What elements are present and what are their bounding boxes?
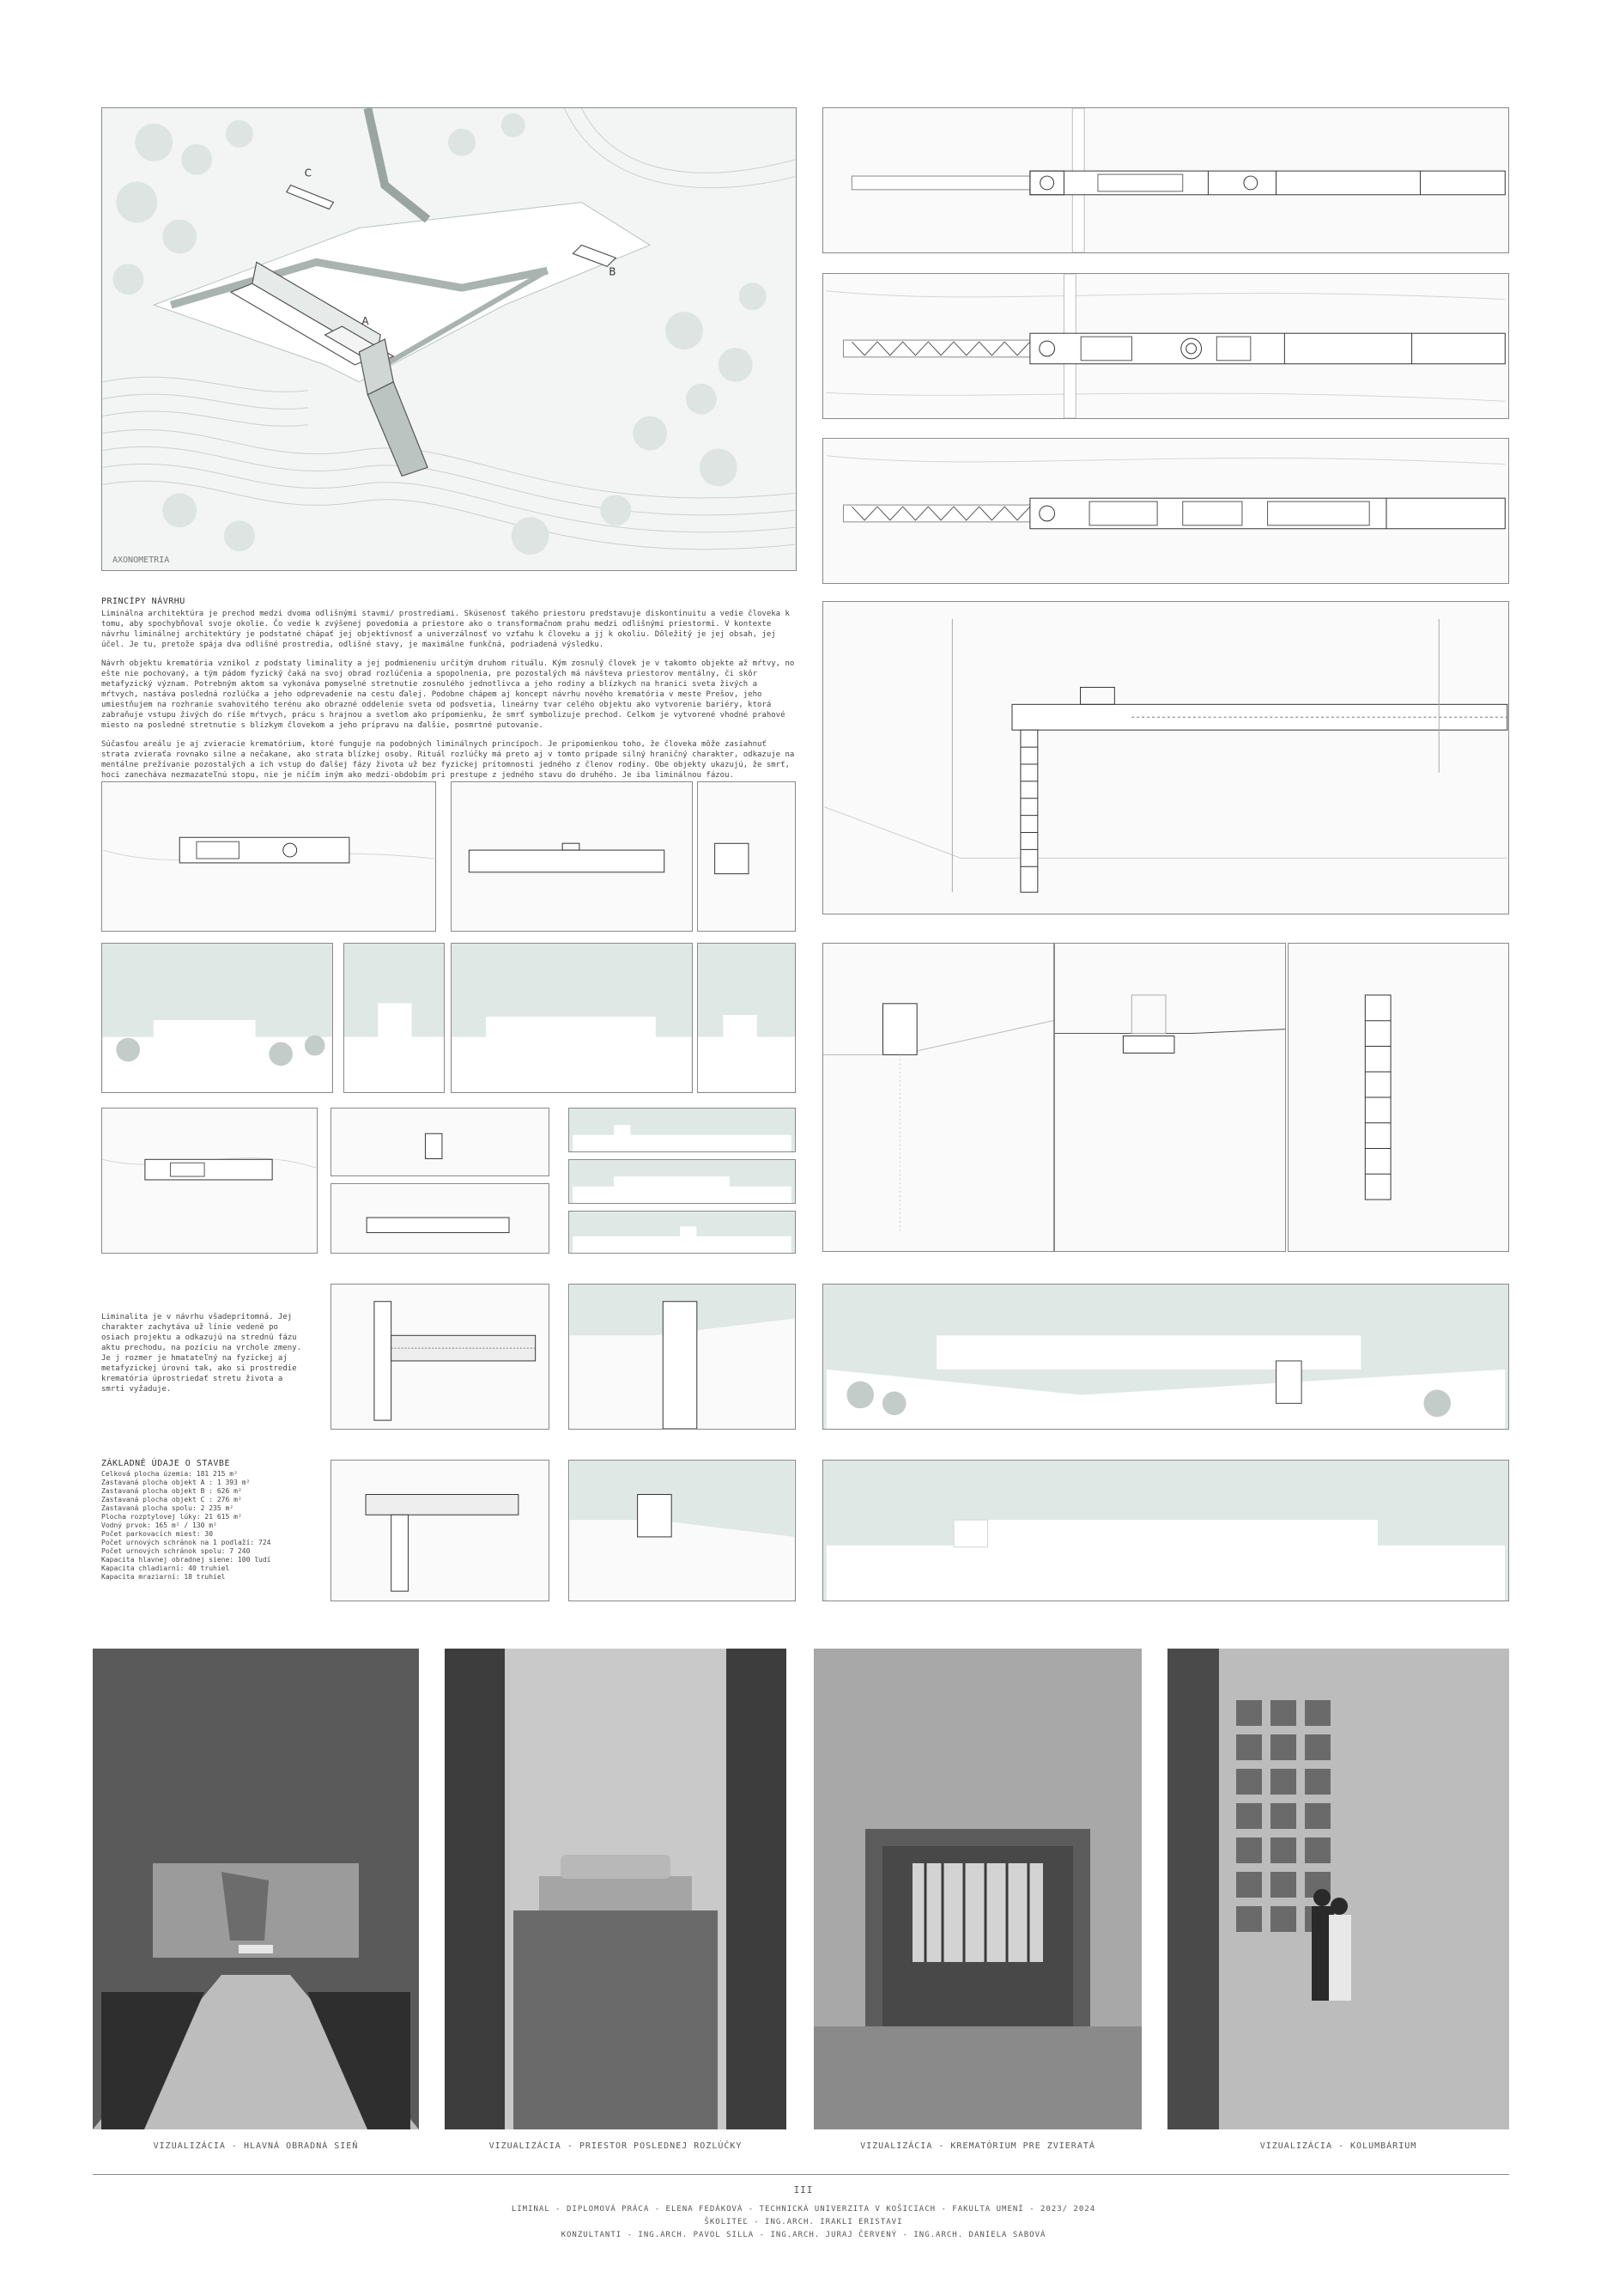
spec-row: Počet urnových schránok na 1 podlaží: 724 [101,1539,271,1546]
animal-crematorium-section-1 [451,781,693,932]
axonometry-label: AXONOMETRIA [112,556,170,565]
footer-rule [93,2174,1509,2175]
axonometry-drawing [102,108,796,570]
specs-heading: ZÁKLADNÉ ÚDAJE O STAVBE [101,1459,230,1468]
floor-plan-2 [822,273,1509,419]
animal-crematorium-section-2 [697,781,796,932]
longitudinal-section [822,601,1509,914]
elevation-4 [697,943,796,1093]
site-elevation-2 [822,1460,1509,1601]
elevation-2 [343,943,445,1093]
animal-crematorium-plan [101,781,436,932]
axonometry-panel [101,107,797,571]
visualization-animal-crematorium [814,1649,1142,2129]
detail-section-2 [330,1460,549,1601]
footer-credits-line2: ŠKOLITEĽ - ING.ARCH. IRAKLI ERISTAVI [704,2218,903,2226]
building-c-elevation-2 [568,1159,796,1204]
visualization-caption: VIZUALIZÁCIA - HLAVNÁ OBRADNÁ SIEŇ [153,2141,359,2151]
visualization-caption: VIZUALIZÁCIA - KOLUMBÁRIUM [1259,2141,1417,2151]
visualization-caption: VIZUALIZÁCIA - KREMATÓRIUM PRE ZVIERATÁ [860,2141,1095,2151]
spec-row: Zastavaná plocha objekt B : 626 m² [101,1487,242,1495]
spec-row: Kapacita chladiarní: 40 truhiel [101,1564,230,1572]
columbarium-section [1288,943,1509,1252]
design-principles [101,597,797,789]
spec-row: Zastavaná plocha objekt A : 1 393 m² [101,1479,251,1486]
building-c-section-2 [330,1183,549,1254]
basic-building-data [101,1460,316,1582]
principles-heading: PRINCÍPY NÁVRHU [101,597,185,606]
building-c-elevation-1 [568,1108,796,1152]
cross-section-2 [1054,943,1286,1252]
spec-row: Celková plocha územia: 181 215 m² [101,1470,238,1478]
building-c-elevation-3 [568,1211,796,1254]
liminality-note-text: Liminalita je v návrhu všadeprítomná. Jej charakter zachytáva už línie vedené po osiach projektu a odkazujú na strednú fázu aktu prechodu, na pozíciu na vrchole zmeny. Je j rozmer je hmatateľný na fyzickej aj metafyzickej úrovni tak, ako si prostredie krematória úprostriedať stretu života a smrti vyžaduje. [101,1313,301,1394]
floor-plan-1 [822,107,1509,253]
visualization-farewell-room [445,1649,786,2129]
spec-row: Počet parkovacích miest: 30 [101,1530,214,1538]
building-c-plan [101,1108,318,1254]
principles-paragraph: Liminálna architektúra je prechod medzi dvoma odlišnými stavmi/ prostrediami. Skúsenosť takého priestoru predstavuje diskontinuitu a vedie človeka k tomu, aby spochybňoval svoje okolie. Čo vedie k zvýšenej povedomia a priestore ako o transformačnom prahu medzi odlišnými priestormi. V kontexte návrhu liminálnej architektúry je podstatné chápať jej objektívnosť a univerzálnosť vo vzťahu k človeku a jj k okoliu. Dôležitý je jej obsah, jej účel. Je tu, pretože spája dva odlišné prostredia, odlišné stavy, je maximálne funkčná, podriadená výsledku. [101,610,790,649]
spec-row: Kapacita hlavnej obradnej siene: 100 ľudí [101,1556,271,1564]
building-c-section-1 [330,1108,549,1176]
principles-paragraph: Návrh objektu krematória vznikol z podstaty liminality a jej podmieneniu určitým druhom rituálu. Kým zosnulý človek je v takomto objekte až mŕtvy, no ešte nie pochovaný, a tým pádom fyzický čaká na svoj obrad rozlúčenia a spopolnenia, pre pozostalých má návšteva priestorov mentálny, či skôr metafyzický význam. Potrebným aktom sa vykonáva pomyselné stretnutie zosnulého jednotlivca a jeho rodiny a blízkych na hranici sveta živých a mŕtvych, nastáva posledná rozlúčka a jeho odprevadenie na cestu ďalej. Podobne chápem aj koncept návrhu nového krematória v meste Prešov, jeho umiestňujem na rozhranie svahovitého terénu ako obrazné oddelenie sveta od podsvetia, lineárny tvar celého objektu ako vytvorenie bariéry, ktorá zabraňuje vstupu živých do ríše mŕtvych, prácu s hrajnou a svetlom ako prípomienku, že smrť symbolizuje prechod. Celkom je vytvorené vhodné prahové miesto na posledné stretnutie s blízkym človekom a jeho prípravu na ďalšie, posmrtné putovanie. [101,659,795,730]
elevation-1 [101,943,333,1093]
spec-row: Plocha rozptylovej lúky: 21 615 m² [101,1513,242,1521]
building-tag-b: B [609,265,616,278]
principles-paragraph: Súčasťou areálu je aj zvieracie krematórium, ktoré funguje na podobných liminálnych princípoch. Je pripomienkou toho, že človeka môže zasiahnuť strata zvieraťa rovnako silne a nečakane, ako strata blízkej osoby. Rituál rozlúčky má preto aj v tomto prípade silný hraničný charakter, odkazuje na mentálne prežívanie pozostalých a ich vstup do ďalšej fázy života už bez fyzickej prítomnosti jedného z členov rodiny. Obe objekty ukazujú, že smrť, hoci zanecháva nezmazateľnú stopu, nie je ničím iným ako medzi-obdobím pri prestupe z jedného stavu do druhého. Je iba liminálnou fázou. [101,740,795,780]
elevation-3 [451,943,693,1093]
visualization-caption: VIZUALIZÁCIA - PRIESTOR POSLEDNEJ ROZLÚČKY [488,2141,743,2151]
site-elevation-1 [822,1284,1509,1430]
footer-credits-line3: KONZULTANTI - ING.ARCH. PAVOL SILLA - ING.ARCH. JURAJ ČERVENÝ - ING.ARCH. DANIELA SABOVÁ [561,2231,1046,2239]
detail-elevation-1 [568,1284,796,1430]
footer-credits-line1: LIMINAL - DIPLOMOVÁ PRÁCA - ELENA FEDÁKOVÁ - TECHNICKÁ UNIVERZITA V KOŠICIACH - FAKULTA UMENÍ - 2023/ 2024 [511,2205,1096,2214]
visualization-main-hall [93,1649,419,2129]
spec-row: Vodný prvok: 165 m² / 130 m² [101,1522,217,1529]
detail-elevation-2 [568,1460,796,1601]
floor-plan-3 [822,438,1509,584]
spec-row: Počet urnových schránok spolu: 7 240 [101,1547,251,1555]
spec-row: Kapacita mraziarní: 18 truhiel [101,1573,226,1581]
visualization-columbarium [1167,1649,1509,2129]
building-tag-c: C [304,167,312,179]
cross-section-1 [822,943,1054,1252]
page-number: III [793,2184,814,2196]
detail-section-1 [330,1284,549,1430]
liminality-note [101,1312,307,1403]
spec-row: Zastavaná plocha objekt C : 276 m² [101,1496,242,1503]
spec-row: Zastavaná plocha spolu: 2 235 m² [101,1504,234,1512]
building-tag-a: A [361,315,369,328]
